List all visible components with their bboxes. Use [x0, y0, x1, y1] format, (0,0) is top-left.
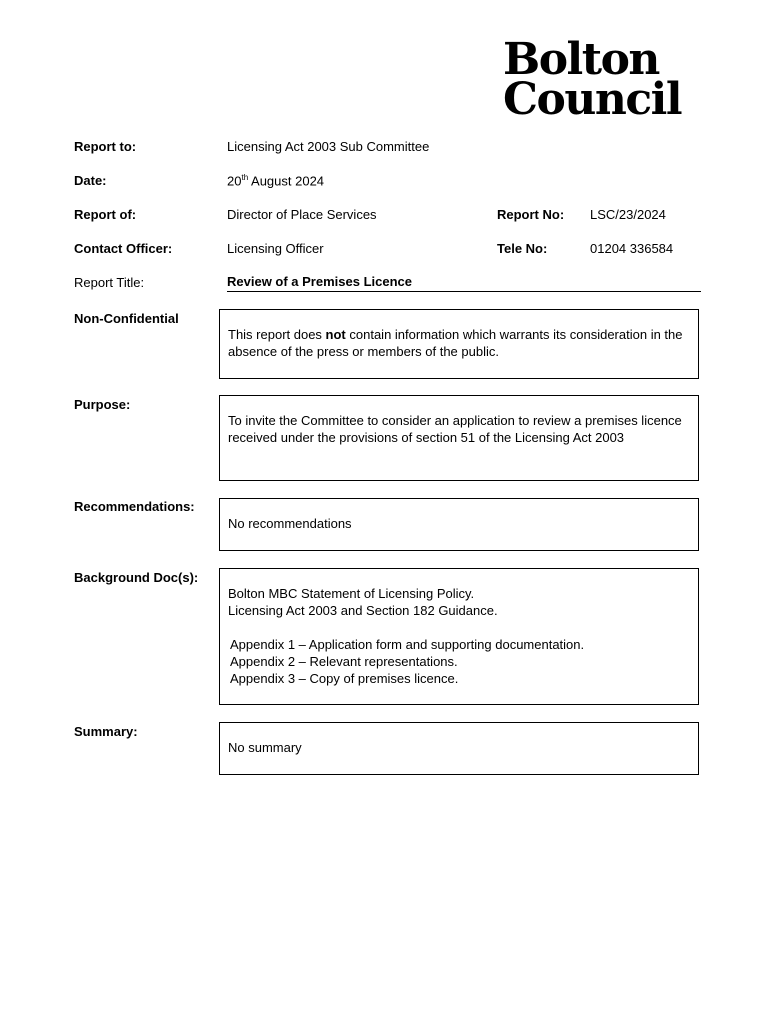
tele-no-label: Tele No: [497, 241, 548, 256]
purpose-label: Purpose: [74, 397, 131, 412]
report-no-value: LSC/23/2024 [590, 207, 666, 222]
purpose-box [219, 395, 699, 481]
logo-line-2: Council [503, 74, 682, 125]
nonconfidential-text [228, 326, 692, 360]
date-label: Date: [74, 173, 107, 188]
summary-text: No summary [228, 740, 302, 755]
nonconfidential-label: Non-Confidential [74, 311, 179, 326]
nonconfidential-text-after: contain information which warrants its consideration in the absence of the press or members of the public. [228, 327, 687, 359]
nonconfidential-text-bold: not [325, 327, 346, 342]
recommendations-text: No recommendations [228, 516, 352, 531]
tele-no-value: 01204 336584 [590, 241, 674, 256]
background-doc-2: Licensing Act 2003 and Section 182 Guidance. [228, 603, 498, 618]
recommendations-box [219, 498, 699, 551]
appendix-3: Appendix 3 – Copy of premises licence. [230, 671, 459, 686]
background-docs-label: Background Doc(s): [74, 570, 199, 585]
purpose-text: To invite the Committee to consider an application to review a premises licence received under the provisions of section 51 of the Licensing Act 2003 [228, 413, 682, 445]
recommendations-label: Recommendations: [74, 499, 195, 514]
background-doc-1: Bolton MBC Statement of Licensing Policy. [228, 586, 475, 601]
report-of-value: Director of Place Services [227, 207, 377, 222]
report-title-label: Report Title: [74, 275, 145, 290]
report-no-label: Report No: [497, 207, 565, 222]
date-rest: August 2024 [248, 173, 325, 189]
summary-label: Summary: [74, 724, 138, 739]
report-title-value: Review of a Premises Licence [227, 274, 701, 292]
appendix-1: Appendix 1 – Application form and supporting documentation. [230, 637, 585, 652]
logo-line-1: Bolton [503, 34, 659, 85]
appendix-2: Appendix 2 – Relevant representations. [230, 654, 458, 669]
contact-officer-value: Licensing Officer [227, 241, 324, 256]
background-docs-box [219, 568, 699, 705]
date-day: 20 [227, 173, 242, 189]
report-to-value: Licensing Act 2003 Sub Committee [227, 139, 430, 154]
report-to-label: Report to: [74, 139, 137, 154]
report-of-label: Report of: [74, 207, 137, 222]
bolton-council-logo [503, 34, 703, 125]
nonconfidential-text-before: This report does [228, 327, 326, 342]
contact-officer-label: Contact Officer: [74, 241, 173, 256]
date-suffix: th [241, 173, 249, 182]
nonconfidential-box [219, 309, 699, 379]
summary-box [219, 722, 699, 775]
date-value [227, 173, 324, 188]
